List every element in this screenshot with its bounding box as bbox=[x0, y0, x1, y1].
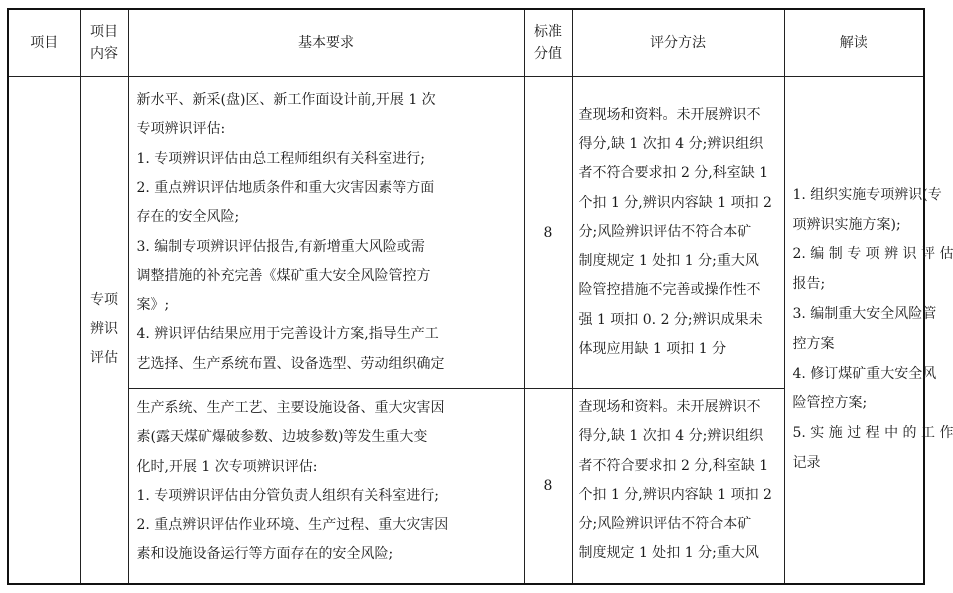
content-label-line: 专项 bbox=[90, 292, 118, 309]
method-line: 得分,缺 1 次扣 4 分;辨识组织 bbox=[578, 135, 764, 152]
interpretation-line: 控方案 bbox=[792, 335, 835, 352]
evaluation-table bbox=[7, 8, 953, 585]
interpretation-text bbox=[785, 181, 953, 479]
score-cell: 8 bbox=[524, 389, 572, 584]
interpretation-line: 2. 编 制 专 项 辨 识 评 估 bbox=[792, 246, 953, 263]
method-line: 制度规定 1 处扣 1 分;重大风 bbox=[578, 253, 759, 270]
requirement-text bbox=[129, 81, 524, 384]
method-cell bbox=[572, 77, 784, 389]
requirement-line: 新水平、新采(盘)区、新工作面设计前,开展 1 次 bbox=[136, 92, 436, 109]
interpretation-line: 险管控方案; bbox=[792, 395, 868, 412]
method-line: 个扣 1 分,辨识内容缺 1 项扣 2 bbox=[578, 486, 772, 503]
header-method: 评分方法 bbox=[572, 9, 784, 77]
method-line: 个扣 1 分,辨识内容缺 1 项扣 2 bbox=[578, 194, 772, 211]
header-score-line: 标准 bbox=[534, 24, 562, 40]
interpretation-line: 报告; bbox=[792, 276, 826, 293]
header-score bbox=[524, 9, 572, 77]
requirement-line: 素和设施设备运行等方面存在的安全风险; bbox=[136, 546, 394, 563]
interpretation-cell bbox=[784, 77, 953, 584]
requirement-line: 1. 专项辨识评估由总工程师组织有关科室进行; bbox=[136, 150, 426, 167]
requirement-line: 艺选择、生产系统布置、设备选型、劳动组织确定 bbox=[136, 355, 445, 372]
requirement-cell bbox=[128, 389, 524, 584]
header-interpretation: 解读 bbox=[784, 9, 924, 77]
header-content-line: 内容 bbox=[90, 46, 118, 62]
method-line: 分;风险辨识评估不符合本矿 bbox=[578, 223, 752, 240]
interpretation-line: 记录 bbox=[792, 454, 821, 471]
interpretation-line: 5. 实 施 过 程 中 的 工 作 bbox=[792, 425, 953, 442]
requirement-cell bbox=[128, 77, 524, 389]
requirement-line: 3. 编制专项辨识评估报告,有新增重大风险或需 bbox=[136, 238, 425, 255]
header-item: 项目 bbox=[8, 9, 80, 77]
table-row bbox=[8, 77, 924, 389]
header-row bbox=[8, 9, 924, 77]
method-text bbox=[573, 97, 784, 369]
requirement-line: 专项辨识评估: bbox=[136, 121, 226, 138]
method-text bbox=[573, 389, 784, 573]
interpretation-line: 1. 组织实施专项辨识(专 bbox=[792, 186, 942, 203]
method-cell bbox=[572, 389, 784, 584]
requirement-line: 案》; bbox=[136, 297, 170, 314]
content-cell bbox=[80, 77, 128, 584]
method-line: 制度规定 1 处扣 1 分;重大风 bbox=[578, 545, 759, 562]
content-label-line: 评估 bbox=[90, 350, 118, 367]
requirement-line: 化时,开展 1 次专项辨识评估: bbox=[136, 458, 318, 475]
requirement-line: 素(露天煤矿爆破参数、边坡参数)等发生重大变 bbox=[136, 429, 428, 446]
score-cell: 8 bbox=[524, 77, 572, 389]
method-line: 者不符合要求扣 2 分,科室缺 1 bbox=[578, 165, 769, 182]
requirement-line: 生产系统、生产工艺、主要设施设备、重大灾害因 bbox=[136, 400, 445, 416]
method-line: 分;风险辨识评估不符合本矿 bbox=[578, 516, 752, 533]
method-line: 得分,缺 1 次扣 4 分;辨识组织 bbox=[578, 428, 764, 445]
method-line: 查现场和资料。未开展辨识不 bbox=[578, 399, 761, 415]
requirement-line: 2. 重点辨识评估地质条件和重大灾害因素等方面 bbox=[136, 179, 435, 196]
method-line: 体现应用缺 1 项扣 1 分 bbox=[578, 341, 727, 358]
interpretation-line: 4. 修订煤矿重大安全风 bbox=[792, 365, 937, 382]
method-line: 强 1 项扣 0. 2 分;辨识成果未 bbox=[578, 311, 763, 328]
method-line: 险管控措施不完善或操作性不 bbox=[578, 282, 761, 299]
requirement-line: 存在的安全风险; bbox=[136, 209, 240, 226]
requirement-line: 1. 专项辨识评估由分管负责人组织有关科室进行; bbox=[136, 487, 440, 504]
header-content-line: 项目 bbox=[90, 24, 118, 40]
interpretation-line: 项辨识实施方案); bbox=[792, 216, 901, 233]
method-line: 者不符合要求扣 2 分,科室缺 1 bbox=[578, 457, 769, 474]
requirement-line: 调整措施的补充完善《煤矿重大安全风险管控方 bbox=[136, 267, 431, 284]
header-content bbox=[80, 9, 128, 77]
header-requirement: 基本要求 bbox=[128, 9, 524, 77]
item-cell bbox=[8, 77, 80, 584]
requirement-line: 2. 重点辨识评估作业环境、生产过程、重大灾害因 bbox=[136, 517, 449, 534]
requirement-text bbox=[129, 389, 524, 575]
method-line: 查现场和资料。未开展辨识不 bbox=[578, 106, 761, 123]
requirement-line: 4. 辨识评估结果应用于完善设计方案,指导生产工 bbox=[136, 326, 439, 343]
content-label-line: 辨识 bbox=[90, 321, 118, 338]
interpretation-line: 3. 编制重大安全风险管 bbox=[792, 305, 937, 322]
header-score-line: 分值 bbox=[534, 46, 562, 62]
